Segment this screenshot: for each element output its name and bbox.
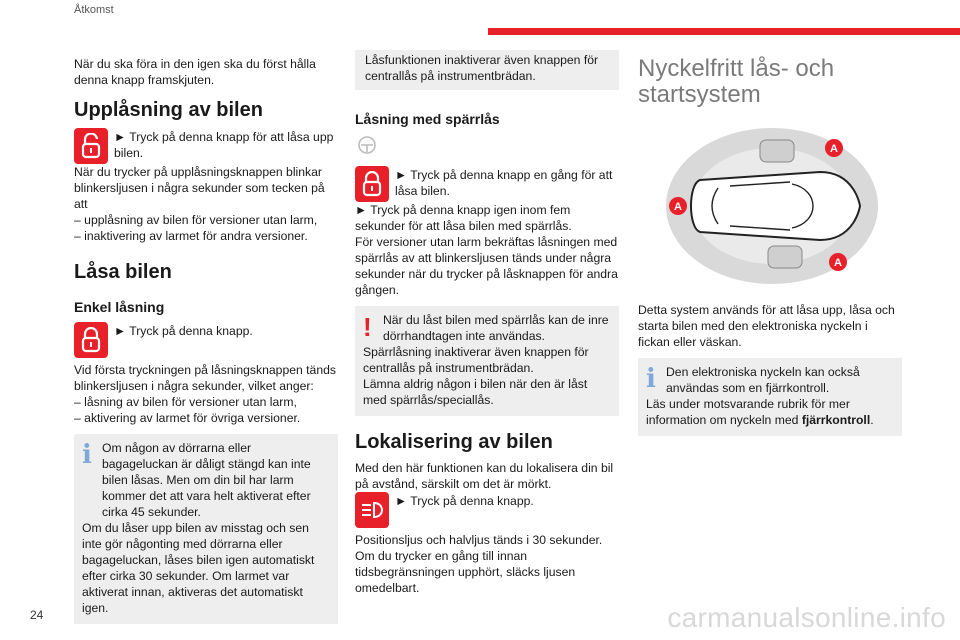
grey-car-icon	[355, 136, 619, 160]
lock-button-icon	[355, 166, 389, 202]
locate-step-text: ► Tryck på denna knapp.	[395, 494, 534, 508]
info-note-text: Läs under motsvarande rubrik för mer information om nyckeln med fjärrkontroll.	[646, 397, 874, 427]
simple-list-item: – låsning av bilen för versioner utan larm,	[74, 395, 297, 409]
lock-note	[355, 50, 619, 90]
deadlock-step-text: ► Tryck på denna knapp en gång för att låsa bilen.	[395, 168, 613, 198]
info-note-text-2: Om du låser upp bilen av misstag och sen inte gör någonting med dörrarna eller bagageluckan, låses bilen igen automatiskt efter cirka 30 sekunder. Om larmet var aktiverat innan, aktiveras det automatiskt igen.	[82, 521, 315, 615]
keyless-text: Detta system används för att låsa upp, låsa och starta bilen med den elektroniska nyckeln i fickan eller väskan.	[638, 303, 895, 349]
lock-button-icon	[74, 322, 108, 358]
info-note	[638, 358, 902, 436]
unlock-list-item: – upplåsning av bilen för versioner utan larm,	[74, 213, 318, 227]
simple-lock-step-text: ► Tryck på denna knapp.	[114, 324, 253, 338]
locate-after-text: Positionsljus och halvljus tänds i 30 sekunder. Om du trycker en gång till innan tidsbegränsningen upphört, släcks ljusen omedelbart.	[355, 533, 603, 595]
warning-note-text: Lämna aldrig någon i bilen när den är låst med spärrlås/speciallås.	[363, 377, 588, 407]
keyless-diagram	[638, 120, 902, 294]
unlock-button-icon	[74, 128, 108, 164]
info-note-text: Den elektroniska nyckeln kan också användas som en fjärrkontroll.	[666, 365, 860, 395]
unlock-step-text: ► Tryck på denna knapp för att låsa upp bilen.	[114, 130, 334, 160]
locate-step	[355, 492, 619, 528]
intro-text: När du ska föra in den igen ska du först hålla denna knapp framskjuten.	[74, 57, 316, 87]
column-3	[638, 56, 902, 436]
simple-lock-heading: Enkel låsning	[74, 299, 165, 315]
lock-note-text: Låsfunktionen inaktiverar även knappen för centrallås på instrumentbrädan.	[365, 53, 599, 83]
section-accent-bar	[488, 28, 960, 35]
zone-label-a: A	[674, 201, 682, 213]
zone-label-a: A	[834, 257, 842, 269]
unlock-step	[74, 128, 338, 164]
remote-link-text: fjärrkontroll	[801, 413, 871, 427]
simple-lock-text: Vid första tryckningen på låsningsknappen tänds blinkersljusen i några sekunder, vilket anger:	[74, 363, 336, 393]
zone-label-a: A	[830, 143, 838, 155]
info-icon: i	[646, 364, 656, 394]
column-1	[74, 56, 338, 624]
headlight-button-icon	[355, 492, 389, 528]
deadlock-step	[355, 166, 619, 202]
locate-heading: Lokalisering av bilen	[355, 431, 553, 453]
running-head: Åtkomst	[74, 4, 114, 16]
watermark: carmanualsonline.info	[667, 602, 946, 633]
warning-icon: !	[363, 312, 372, 342]
page-number: 24	[30, 608, 44, 622]
warning-note	[355, 306, 619, 416]
info-note-text: Om någon av dörrarna eller bagageluckan är dåligt stängd kan inte bilen låsas. Men om din bil har larm kommer det att vara helt aktiverat efter cirka 45 sekunder.	[102, 441, 311, 519]
warning-note-text: När du låst bilen med spärrlås kan de inre dörrhandtagen inte användas.	[383, 313, 609, 343]
unlock-text: När du trycker på upplåsningsknappen blinkar blinkersljusen i några sekunder som tecken på att	[74, 165, 325, 211]
unlock-heading: Upplåsning av bilen	[74, 99, 263, 121]
keyless-heading: Nyckelfritt lås- och startsystem	[638, 55, 835, 108]
unlock-list-item: – inaktivering av larmet för andra versioner.	[74, 229, 308, 243]
column-2	[355, 53, 619, 596]
warning-note-text: Spärrlåsning inaktiverar även knappen för centrallås på instrumentbrädan.	[363, 345, 589, 375]
deadlock-step2-text: ► Tryck på denna knapp igen inom fem sekunder för att låsa bilen med spärrlås.	[355, 203, 572, 233]
info-note	[74, 434, 338, 624]
simple-list-item: – aktivering av larmet för övriga versioner.	[74, 411, 301, 425]
simple-lock-step	[74, 322, 338, 358]
deadlock-text: För versioner utan larm bekräftas låsningen med spärrlås av att blinkersljusen tänds under några sekunder när du trycker på låsknappen för andra gången.	[355, 235, 618, 297]
info-icon: i	[82, 440, 92, 470]
deadlock-heading: Låsning med spärrlås	[355, 111, 500, 127]
lock-heading: Låsa bilen	[74, 261, 172, 283]
locate-text: Med den här funktionen kan du lokalisera din bil på avstånd, särskilt om det är mörkt.	[355, 461, 614, 491]
